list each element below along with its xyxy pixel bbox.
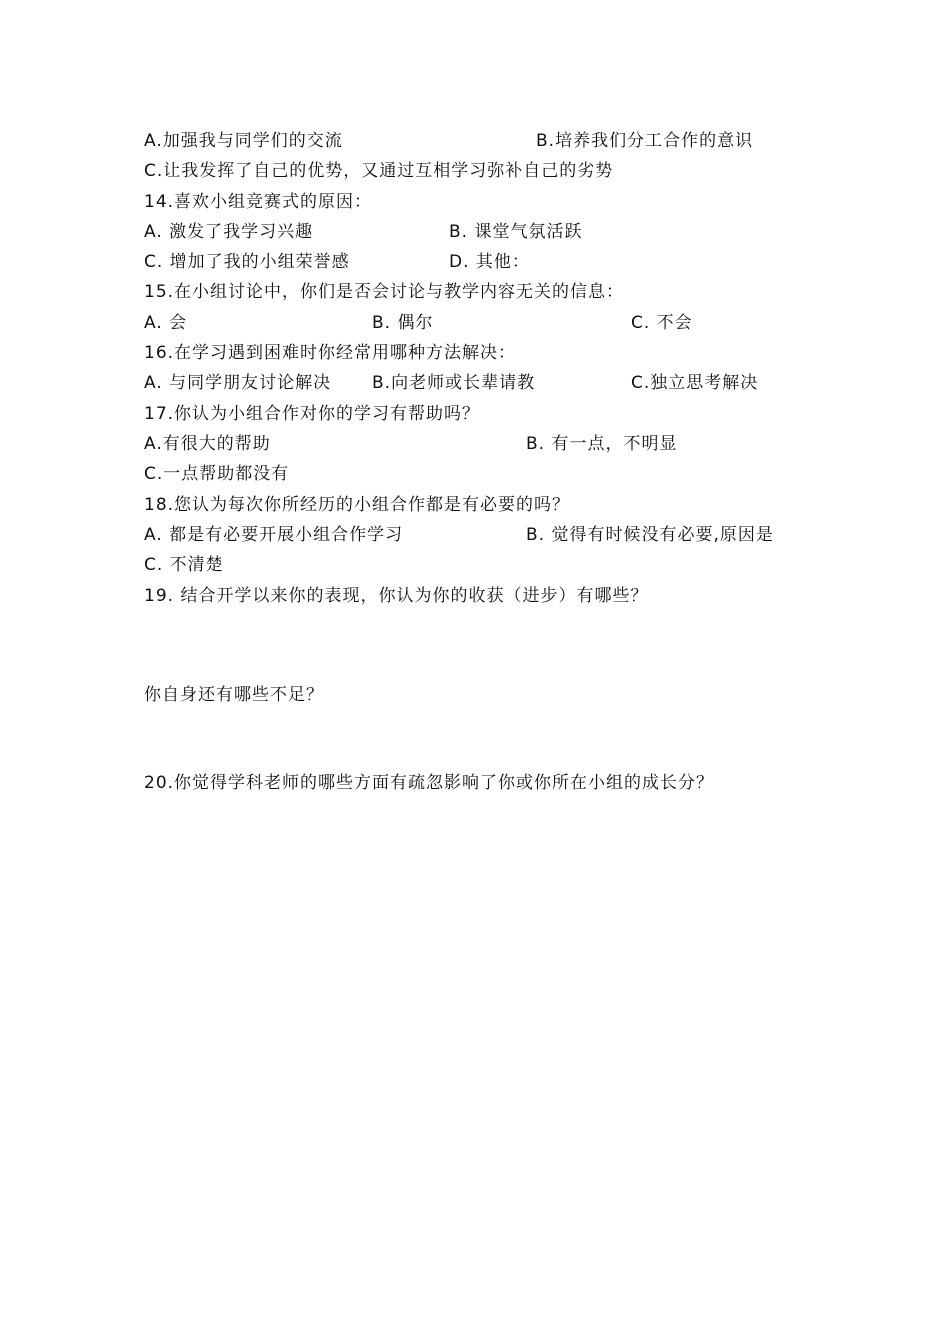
q18-options-row-1 bbox=[144, 520, 890, 550]
q14-option-b: B. 课堂气氛活跃 bbox=[449, 222, 583, 242]
q13-option-a: A.加强我与同学们的交流 bbox=[144, 131, 343, 151]
q17-option-a: A.有很大的帮助 bbox=[144, 434, 271, 454]
q18-question: 18.您认为每次你所经历的小组合作都是有必要的吗？ bbox=[144, 495, 571, 515]
q14-options-row-1 bbox=[144, 217, 890, 247]
q15-options-row bbox=[144, 308, 890, 338]
q19-question: 19. 结合开学以来你的表现，你认为你的收获（进步）有哪些？ bbox=[144, 586, 649, 606]
q15-option-a: A. 会 bbox=[144, 313, 188, 333]
q16-option-b: B.向老师或长辈请教 bbox=[372, 373, 536, 393]
q17-options-row-1 bbox=[144, 429, 890, 459]
q14-option-c: C. 增加了我的小组荣誉感 bbox=[144, 252, 350, 272]
q20-question: 20.你觉得学科老师的哪些方面有疏忽影响了你或你所在小组的成长分？ bbox=[144, 773, 715, 793]
q13-option-c: C.让我发挥了自己的优势，又通过互相学习弥补自己的劣势 bbox=[144, 161, 614, 181]
q14-option-d: D. 其他： bbox=[449, 252, 530, 272]
q18-option-c: C. 不清楚 bbox=[144, 555, 224, 575]
q19-followup-question: 你自身还有哪些不足？ bbox=[144, 685, 324, 705]
q16-question: 16.在学习遇到困难时你经常用哪种方法解决： bbox=[144, 343, 517, 363]
q13-option-b: B.培养我们分工合作的意识 bbox=[536, 131, 754, 151]
q16-option-a: A. 与同学朋友讨论解决 bbox=[144, 373, 332, 393]
q17-option-c: C.一点帮助都没有 bbox=[144, 464, 290, 484]
q18-option-b: B. 觉得有时候没有必要,原因是 bbox=[526, 525, 774, 545]
q14-question: 14.喜欢小组竞赛式的原因： bbox=[144, 192, 373, 212]
q15-question: 15.在小组讨论中，你们是否会讨论与教学内容无关的信息： bbox=[144, 282, 625, 302]
q16-options-row bbox=[144, 368, 890, 398]
q13-options-row-1 bbox=[144, 126, 890, 156]
q15-option-b: B. 偶尔 bbox=[372, 313, 434, 333]
q18-option-a: A. 都是有必要开展小组合作学习 bbox=[144, 525, 404, 545]
q15-option-c: C. 不会 bbox=[631, 313, 693, 333]
q17-option-b: B. 有一点，不明显 bbox=[526, 434, 678, 454]
q16-option-c: C.独立思考解决 bbox=[631, 373, 759, 393]
q14-option-a: A. 激发了我学习兴趣 bbox=[144, 222, 314, 242]
q17-question: 17.你认为小组合作对你的学习有帮助吗？ bbox=[144, 404, 481, 424]
q14-options-row-2 bbox=[144, 247, 890, 277]
